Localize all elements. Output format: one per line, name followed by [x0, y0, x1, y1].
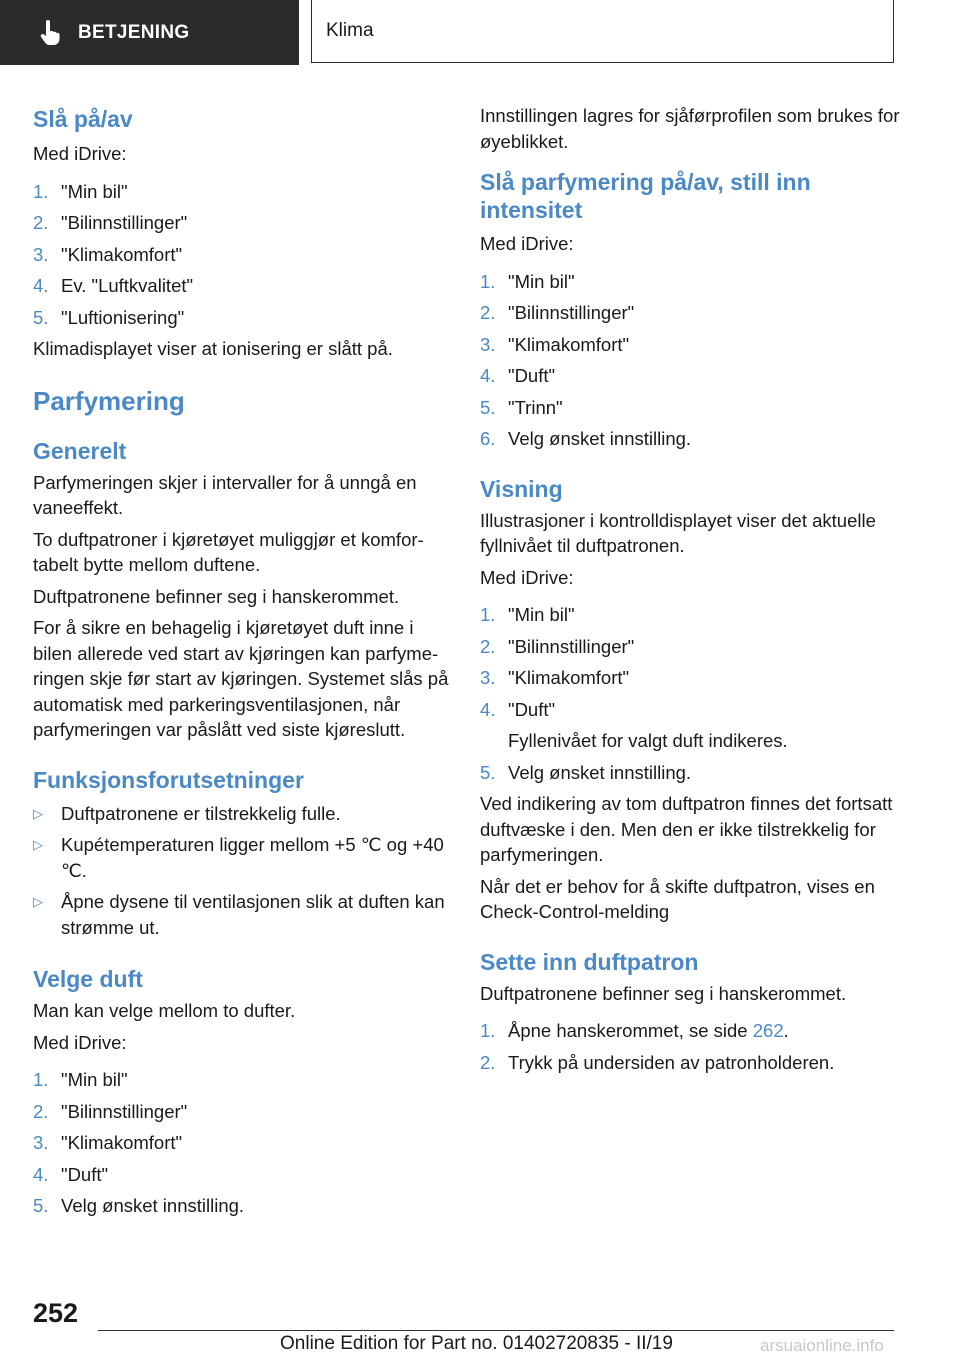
heading-intensitet: Slå parfymering på/av, still inn intensitet	[480, 169, 811, 223]
list-item: 5. Velg ønsket innstilling.	[480, 761, 692, 783]
steps-list-intensitet	[480, 269, 900, 452]
triangle-bullet-icon: ▷	[33, 837, 43, 852]
heading-sette-inn-duftpatron: Sette inn duftpatron	[480, 948, 699, 975]
list-item: 2. Trykk på undersiden av patronholderen.	[480, 1051, 835, 1073]
heading-sla-pa-av: Slå på/av	[33, 106, 133, 132]
list-item: 4. "Duft" Fyllenivået for valgt duft indikeres.	[480, 697, 900, 754]
paragraph: Parfymeringen skjer i intervaller for å unngå en vaneeffekt.	[33, 471, 417, 518]
requirements-list	[33, 801, 453, 941]
list-item: 3. "Klimakomfort"	[480, 667, 630, 688]
list-item: 2. "Bilinnstillinger"	[33, 212, 188, 233]
heading-visning: Visning	[480, 475, 563, 502]
footer-divider	[98, 1330, 894, 1331]
steps-list-velge-duft	[33, 1067, 453, 1219]
paragraph: Man kan velge mellom to dufter.	[33, 1000, 296, 1021]
header-chapter-label: Klima	[326, 20, 374, 41]
header-chapter-tab	[311, 0, 894, 63]
steps-list-sette-inn	[480, 1018, 900, 1075]
watermark: arsuaionline.info	[760, 1336, 884, 1355]
list-item: 5. Velg ønsket innstilling.	[33, 1195, 245, 1216]
list-item: 1. "Min bil"	[480, 604, 575, 625]
paragraph: Duftpatronene befinner seg i hanskerommet.	[480, 982, 847, 1004]
list-item: 3. "Klimakomfort"	[33, 243, 183, 265]
list-item: 5. "Trinn"	[480, 396, 563, 418]
heading-velge-duft: Velge duft	[33, 966, 143, 992]
list-item: 2. "Bilinnstillinger"	[480, 302, 635, 323]
paragraph: Klimadisplayet viser at ionisering er slått på.	[33, 338, 393, 359]
triangle-bullet-icon: ▷	[33, 894, 43, 909]
paragraph: Når det er behov for å skifte duftpatron, vises en Check-Control-melding	[480, 875, 875, 922]
steps-list-visning	[480, 602, 900, 785]
page-reference-link[interactable]: 262	[752, 1020, 784, 1041]
paragraph: To duftpatroner i kjøretøyet muliggjør et komfortabelt bytte mellom duftene.	[33, 528, 424, 575]
steps-list-ionisering	[33, 179, 453, 331]
list-item: 4. Ev. "Luftkvalitet"	[33, 275, 194, 296]
intro-idrive: Med iDrive:	[33, 1031, 127, 1053]
left-column	[33, 100, 453, 1219]
list-item: 4. "Duft"	[33, 1163, 109, 1185]
list-item: 3. "Klimakomfort"	[33, 1132, 183, 1153]
paragraph: Illustrasjoner i kontrolldisplayet viser det aktuelle fyllnivået til duftpatronen.	[480, 509, 876, 556]
list-item: 2. "Bilinnstillinger"	[33, 1100, 188, 1122]
list-item: 3. "Klimakomfort"	[480, 333, 630, 355]
list-item: 1. "Min bil"	[33, 180, 128, 202]
list-item: 1. "Min bil"	[480, 270, 575, 292]
list-item: 5. "Luftionisering"	[33, 306, 185, 328]
right-column	[480, 100, 900, 1075]
intro-idrive: Med iDrive:	[480, 566, 574, 588]
intro-idrive: Med iDrive:	[33, 143, 127, 164]
step-note: Fyllenivået for valgt duft indikeres.	[508, 730, 788, 751]
list-item: 6. Velg ønsket innstilling.	[480, 428, 692, 449]
paragraph: Duftpatronene befinner seg i hanskerommet.	[33, 585, 400, 607]
list-item: 1. Åpne hanskerommet, se side 262.	[480, 1020, 789, 1041]
list-item: 1. "Min bil"	[33, 1069, 128, 1090]
list-item: 4. "Duft"	[480, 365, 556, 386]
triangle-bullet-icon: ▷	[33, 805, 43, 821]
paragraph: Ved indikering av tom duftpatron finnes det fortsatt duftvæske i den. Men den er ikke tilstrekkelig for parfymeringen.	[480, 793, 893, 865]
list-item: 2. "Bilinnstillinger"	[480, 635, 635, 657]
heading-parfymering: Parfymering	[33, 385, 185, 416]
hand-pointer-icon	[36, 19, 64, 47]
heading-funksjonsforutsetninger: Funksjonsforutsetninger	[33, 766, 304, 793]
header-section-label: BETJENING	[78, 21, 190, 43]
header-section-tab	[0, 0, 299, 65]
list-item: ▷ Åpne dysene til ventilasjonen slik at duften kan strømme ut.	[33, 889, 453, 940]
page-number: 252	[33, 1298, 79, 1328]
paragraph: Innstillingen lagres for sjåførprofilen som brukes for øyeblikket.	[480, 105, 900, 152]
list-item: ▷ Kupétemperaturen ligger mellom +5 ℃ og +40 ℃.	[33, 832, 453, 883]
heading-generelt: Generelt	[33, 437, 127, 464]
list-item: ▷ Duftpatronene er tilstrekkelig fulle.	[33, 801, 453, 827]
paragraph: For å sikre en behagelig i kjøretøyet duft inne i bilen allerede ved start av kjøringen kan parfymeringen skje før start av kjøringen. Systemet slås på automatisk med parkeringsventilasjonen, når parfymeringen var påslått ved siste kjøreslutt.	[33, 617, 449, 740]
footer-edition: Online Edition for Part no. 01402720835 - II/19	[280, 1333, 673, 1354]
intro-idrive: Med iDrive:	[480, 233, 574, 254]
